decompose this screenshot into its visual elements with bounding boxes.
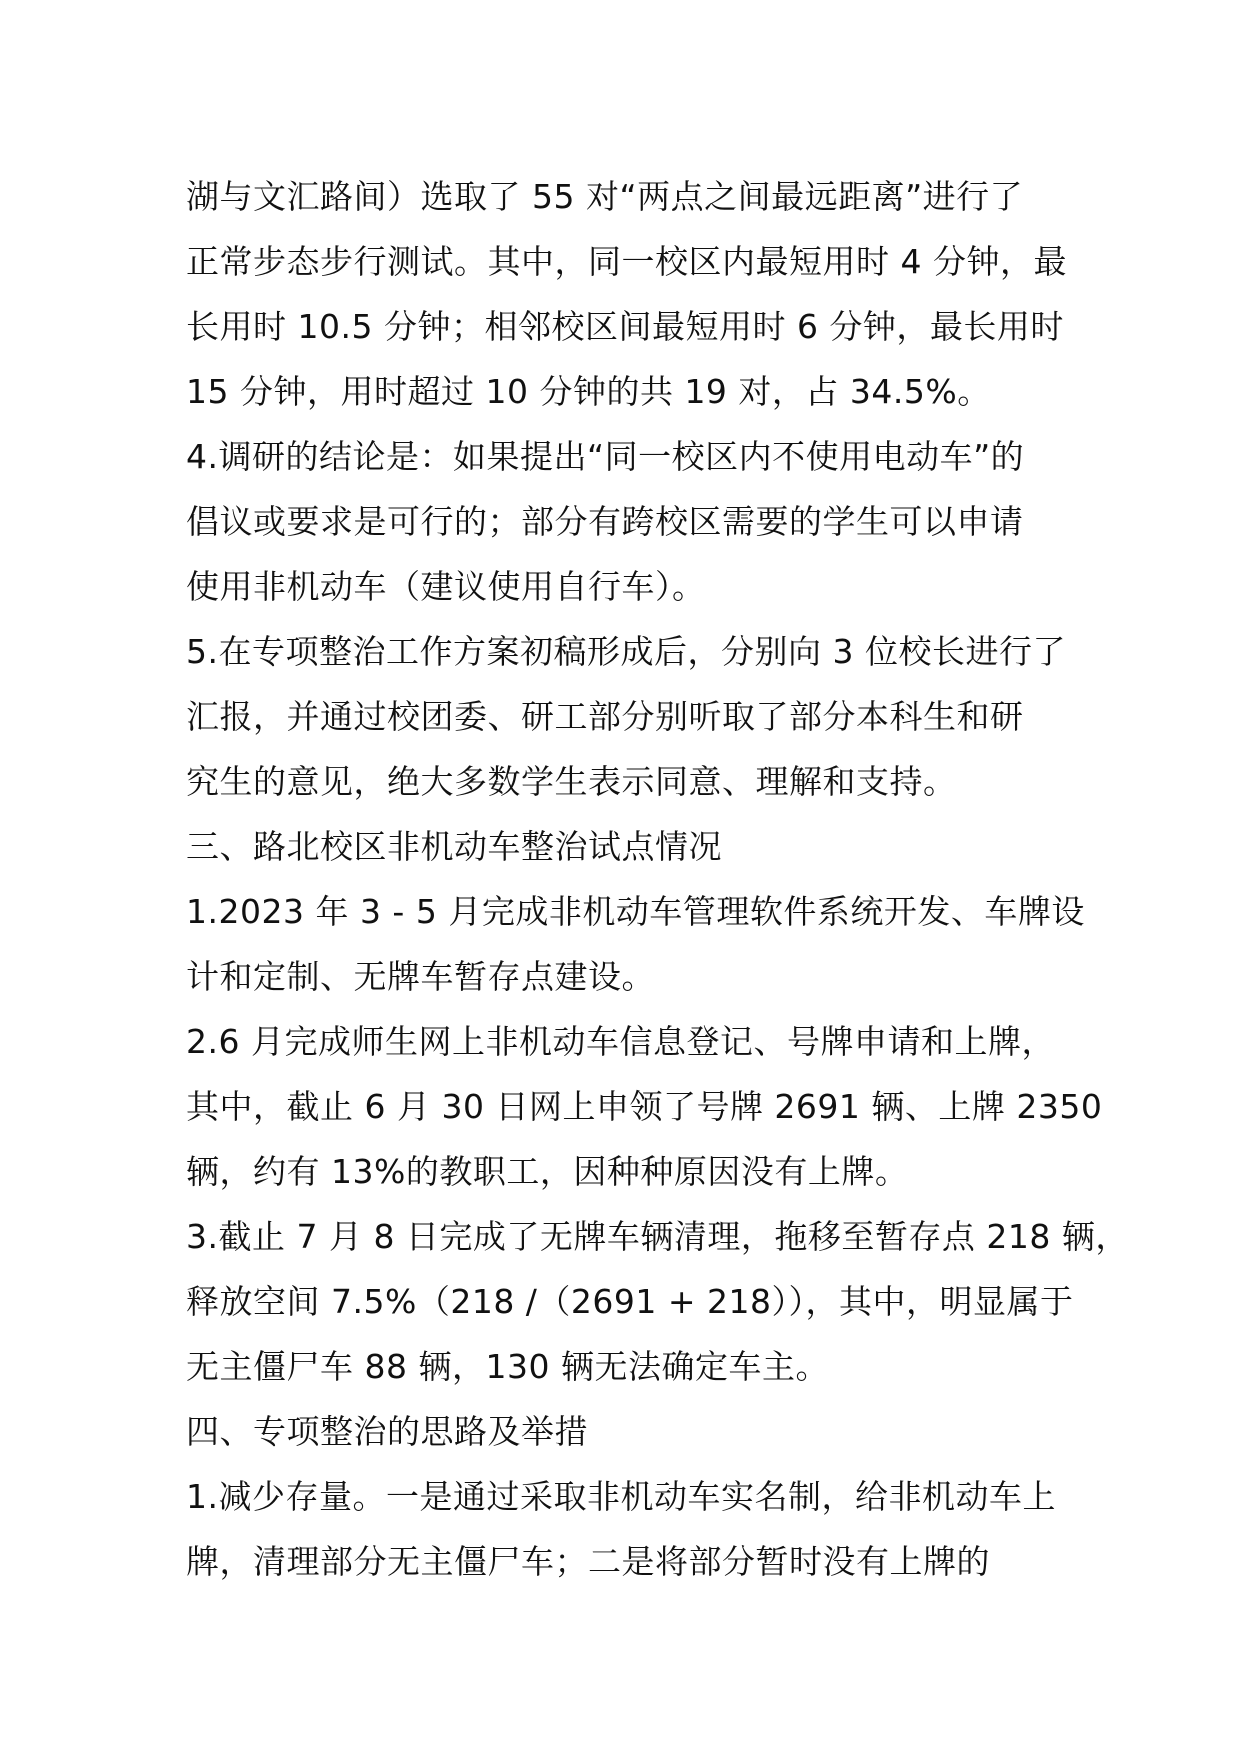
text-line: 4.调研的结论是：如果提出“同一校区内不使用电动车”的 (186, 437, 1025, 476)
text-line: 汇报，并通过校团委、研工部分别听取了部分本科生和研 (186, 697, 1024, 736)
body-text (186, 164, 1129, 1594)
text-line: 5.在专项整治工作方案初稿形成后，分别向 3 位校长进行了 (186, 632, 1066, 671)
text-line: 牌，清理部分无主僵尸车；二是将部分暂时没有上牌的 (186, 1542, 990, 1581)
text-line: 2.6 月完成师生网上非机动车信息登记、号牌申请和上牌， (186, 1022, 1055, 1061)
text-line: 湖与文汇路间）选取了 55 对“两点之间最远距离”进行了 (186, 177, 1024, 216)
text-line: 长用时 10.5 分钟；相邻校区间最短用时 6 分钟，最长用时 (186, 307, 1064, 346)
text-line: 释放空间 7.5%（218 /（2691 + 218）），其中，明显属于 (186, 1282, 1074, 1321)
text-line: 15 分钟，用时超过 10 分钟的共 19 对，占 34.5%。 (186, 372, 991, 411)
text-line: 无主僵尸车 88 辆，130 辆无法确定车主。 (186, 1347, 829, 1386)
text-line: 正常步态步行测试。其中，同一校区内最短用时 4 分钟，最 (186, 242, 1067, 281)
text-line: 1.减少存量。一是通过采取非机动车实名制，给非机动车上 (186, 1477, 1056, 1516)
section-heading: 三、路北校区非机动车整治试点情况 (186, 827, 722, 866)
text-line: 1.2023 年 3 - 5 月完成非机动车管理软件系统开发、车牌设 (186, 892, 1085, 931)
text-line: 究生的意见，绝大多数学生表示同意、理解和支持。 (186, 762, 957, 801)
text-line: 其中，截止 6 月 30 日网上申领了号牌 2691 辆、上牌 2350 (186, 1087, 1103, 1126)
text-line: 辆，约有 13%的教职工，因种种原因没有上牌。 (186, 1152, 909, 1191)
text-line: 使用非机动车（建议使用自行车）。 (186, 567, 706, 606)
text-line: 计和定制、无牌车暂存点建设。 (186, 957, 655, 996)
text-line: 倡议或要求是可行的；部分有跨校区需要的学生可以申请 (186, 502, 1024, 541)
section-heading: 四、专项整治的思路及举措 (186, 1412, 588, 1451)
text-line: 3.截止 7 月 8 日完成了无牌车辆清理，拖移至暂存点 218 辆， (186, 1217, 1129, 1256)
